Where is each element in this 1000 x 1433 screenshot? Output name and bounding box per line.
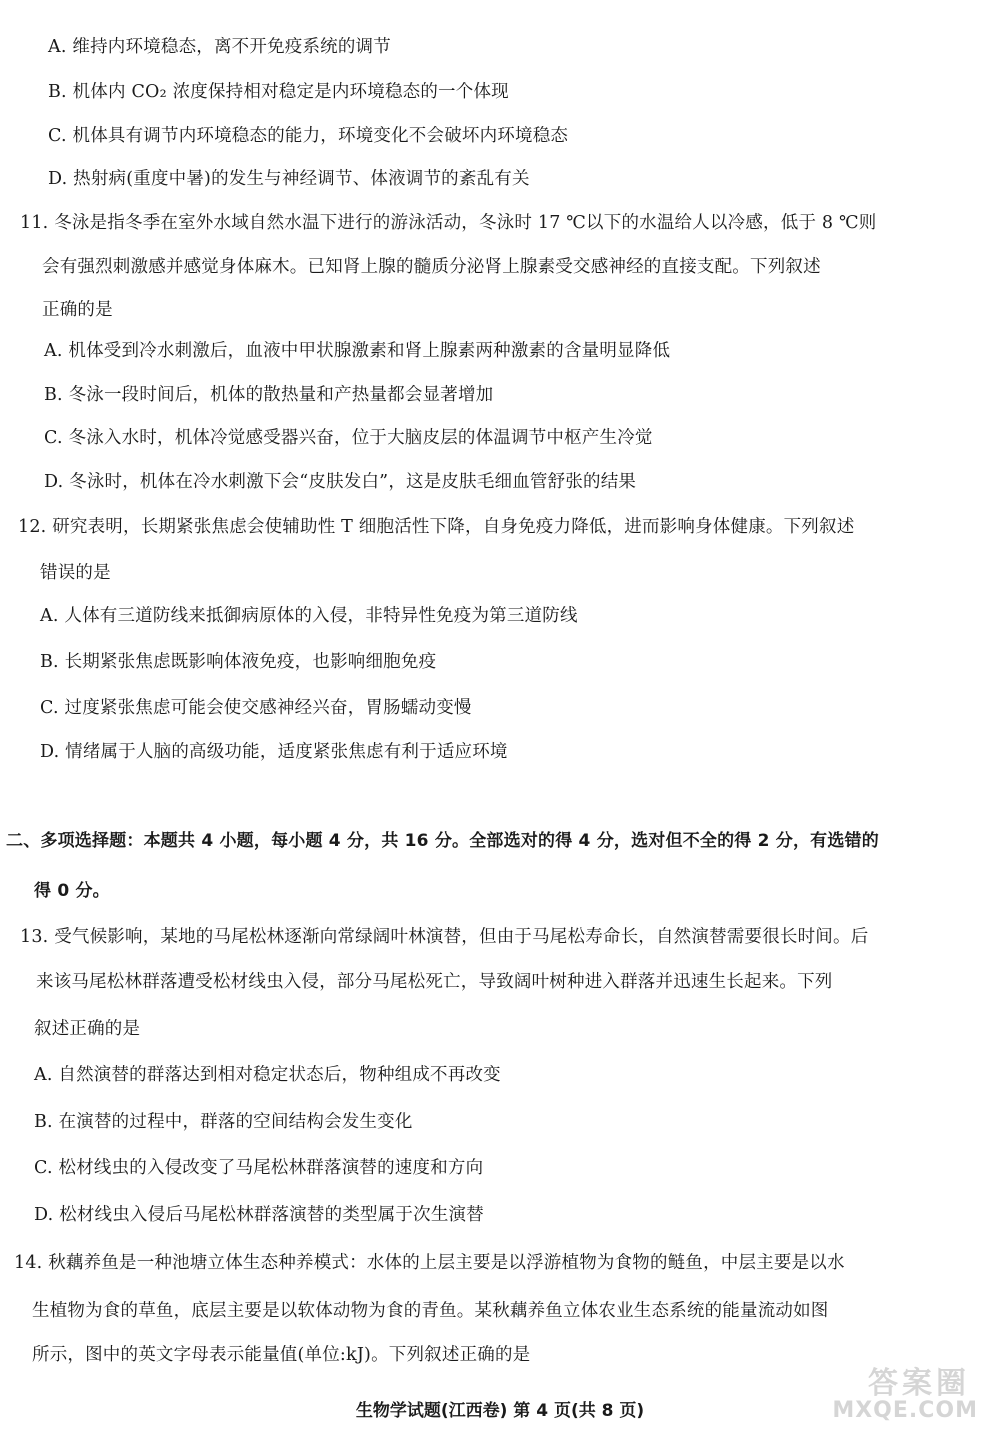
watermark-logo: 答案圈	[868, 1366, 970, 1401]
q12-option-a: A. 人体有三道防线来抵御病原体的入侵，非特异性免疫为第三道防线	[40, 606, 578, 626]
q11-option-a: A. 机体受到冷水刺激后，血液中甲状腺激素和肾上腺素两种激素的含量明显降低	[44, 341, 671, 361]
q13-stem-line-3: 叙述正确的是	[34, 1019, 141, 1039]
q13-stem-line-2: 来该马尾松林群落遭受松材线虫入侵，部分马尾松死亡，导致阔叶树种进入群落并迅速生长起来。下列	[36, 972, 833, 992]
q10-option-d: D. 热射病(重度中暑)的发生与神经调节、体液调节的紊乱有关	[48, 169, 530, 189]
site-watermark	[808, 1358, 978, 1428]
q10-option-a: A. 维持内环境稳态，离不开免疫系统的调节	[48, 37, 391, 57]
page-footer: 生物学试题(江西卷) 第 4 页(共 8 页)	[355, 1401, 645, 1421]
section-2-heading: 二、多项选择题：本题共 4 小题，每小题 4 分，共 16 分。全部选对的得 4 分，选对但不全的得 2 分，有选错的	[6, 831, 879, 851]
q11-option-d: D. 冬泳时，机体在冷水刺激下会“皮肤发白”，这是皮肤毛细血管舒张的结果	[44, 472, 637, 492]
q12-stem-line-2: 错误的是	[40, 563, 111, 583]
q11-stem-line-2: 会有强烈刺激感并感觉身体麻木。已知肾上腺的髓质分泌肾上腺素受交感神经的直接支配。下列叙述	[42, 257, 821, 277]
q11-option-c: C. 冬泳入水时，机体冷觉感受器兴奋，位于大脑皮层的体温调节中枢产生冷觉	[44, 428, 653, 448]
q12-option-b: B. 长期紧张焦虑既影响体液免疫，也影响细胞免疫	[40, 652, 437, 672]
q12-option-d: D. 情绪属于人脑的高级功能，适度紧张焦虑有利于适应环境	[40, 742, 508, 762]
q13-option-a: A. 自然演替的群落达到相对稳定状态后，物种组成不再改变	[34, 1065, 501, 1085]
q14-stem-line-2: 生植物为食的草鱼，底层主要是以软体动物为食的青鱼。某秋藕养鱼立体农业生态系统的能量流动如图	[32, 1301, 829, 1321]
q11-stem-line-1: 11. 冬泳是指冬季在室外水域自然水温下进行的游泳活动，冬泳时 17 ℃以下的水温给人以冷感，低于 8 ℃则	[20, 213, 877, 233]
q11-stem-line-3: 正确的是	[42, 300, 113, 320]
q13-option-c: C. 松材线虫的入侵改变了马尾松林群落演替的速度和方向	[34, 1158, 484, 1178]
q13-option-b: B. 在演替的过程中，群落的空间结构会发生变化	[34, 1112, 413, 1132]
q13-option-d: D. 松材线虫入侵后马尾松林群落演替的类型属于次生演替	[34, 1205, 484, 1225]
q10-option-c: C. 机体具有调节内环境稳态的能力，环境变化不会破坏内环境稳态	[48, 126, 569, 146]
q14-stem-line-3: 所示，图中的英文字母表示能量值(单位:kJ)。下列叙述正确的是	[32, 1345, 531, 1365]
q10-option-b: B. 机体内 CO₂ 浓度保持相对稳定是内环境稳态的一个体现	[48, 82, 509, 102]
q11-option-b: B. 冬泳一段时间后，机体的散热量和产热量都会显著增加	[44, 385, 494, 405]
q14-stem-line-1: 14. 秋藕养鱼是一种池塘立体生态种养模式：水体的上层主要是以浮游植物为食物的鲢鱼，中层主要是以水	[14, 1253, 845, 1273]
q12-option-c: C. 过度紧张焦虑可能会使交感神经兴奋，胃肠蠕动变慢	[40, 698, 472, 718]
q13-stem-line-1: 13. 受气候影响，某地的马尾松林逐渐向常绿阔叶林演替，但由于马尾松寿命长，自然演替需要很长时间。后	[20, 927, 869, 947]
section-2-heading-line-2: 得 0 分。	[34, 881, 110, 901]
q12-stem-line-1: 12. 研究表明，长期紧张焦虑会使辅助性 T 细胞活性下降，自身免疫力降低，进而影响身体健康。下列叙述	[18, 517, 855, 537]
watermark-url: MXQE.COM	[832, 1398, 978, 1423]
